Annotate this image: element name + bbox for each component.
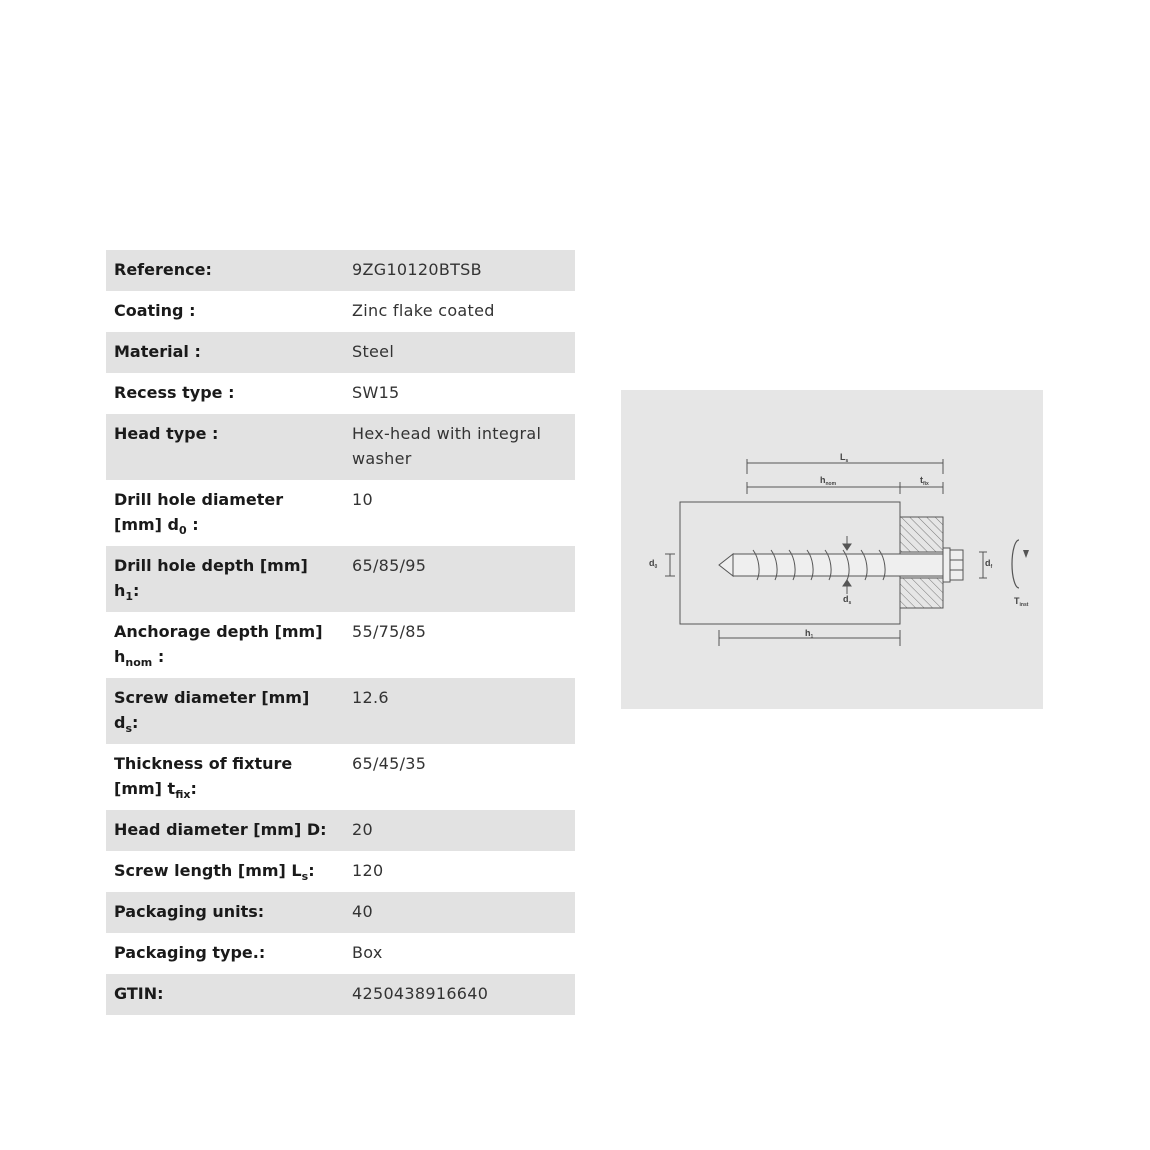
spec-row-screw-diameter [106, 678, 575, 744]
spec-label: Reference: [106, 250, 336, 291]
integral-washer [943, 548, 950, 582]
spec-label: Coating : [114, 301, 196, 320]
spec-value: Steel [336, 332, 575, 373]
spec-label: Screw length [mm] $L_s$: [114, 861, 315, 884]
spec-label: Material : [106, 332, 336, 373]
spec-row-anchorage-depth [106, 612, 575, 678]
fixture-top [900, 517, 943, 552]
spec-row-screw-length [106, 851, 575, 892]
spec-value: 65/85/95 [336, 546, 575, 612]
spec-label: Drill hole diameter [mm] $d_0$ : [114, 490, 284, 538]
screw-anchor-diagram [621, 390, 1043, 709]
spec-value: 20 [336, 810, 575, 851]
screw-shaft [733, 554, 945, 576]
spec-value: 65/45/35 [352, 754, 427, 773]
spec-value: 55/75/85 [352, 622, 427, 641]
label-ls: $L_s$ [840, 452, 849, 464]
spec-label: Thickness of fixture [mm] $t_{fix}$: [114, 754, 293, 802]
spec-label: Head diameter [mm] D: [106, 810, 336, 851]
spec-value: SW15 [352, 383, 400, 402]
spec-value: 40 [336, 892, 575, 933]
spec-row-packaging-type [106, 933, 575, 974]
spec-value: 9ZG10120BTSB [336, 250, 575, 291]
spec-value: 10 [352, 490, 373, 509]
spec-row-coating [106, 291, 575, 332]
spec-label: GTIN: [106, 974, 336, 1015]
spec-row-drill-hole-diameter [106, 480, 575, 546]
spec-value: Hex-head with integral washer [336, 414, 575, 480]
spec-value: Zinc flake coated [352, 301, 495, 320]
label-tinst: $T_{inst}$ [1014, 596, 1029, 608]
spec-row-head-diameter [106, 810, 575, 851]
spec-label: Screw diameter [mm] $d_s$: [106, 678, 336, 744]
spec-row-reference [106, 250, 575, 291]
screw-tip [719, 554, 733, 576]
spec-label: Packaging type.: [114, 943, 266, 962]
spec-row-gtin [106, 974, 575, 1015]
hex-head [950, 550, 963, 580]
spec-value: 4250438916640 [336, 974, 575, 1015]
label-tfix: $t_{fix}$ [920, 475, 929, 487]
spec-label: Drill hole depth [mm] $h_1$: [106, 546, 336, 612]
dimension-labels [649, 452, 1029, 640]
spec-row-material [106, 332, 575, 373]
spec-value: 12.6 [336, 678, 575, 744]
spec-label: Anchorage depth [mm] $h_{nom}$ : [114, 622, 323, 670]
spec-row-fixture-thickness [106, 744, 575, 810]
label-d0: $d_0$ [649, 558, 658, 570]
spec-value: Box [352, 943, 383, 962]
spec-row-drill-hole-depth [106, 546, 575, 612]
label-df: $d_f$ [985, 558, 993, 570]
spec-label: Packaging units: [106, 892, 336, 933]
spec-value: 120 [352, 861, 384, 880]
spec-label: Head type : [106, 414, 336, 480]
spec-label: Recess type : [114, 383, 235, 402]
spec-row-head-type [106, 414, 575, 480]
spec-row-packaging-units [106, 892, 575, 933]
spec-table [106, 250, 575, 1015]
label-ds: $d_s$ [843, 594, 852, 606]
fixture-bottom [900, 578, 943, 608]
drawing-lines [665, 459, 1029, 646]
label-hnom: $h_{nom}$ [820, 475, 837, 487]
anchor-drawing [621, 390, 1043, 709]
label-h1: $h_1$ [805, 628, 814, 640]
spec-row-recess-type [106, 373, 575, 414]
